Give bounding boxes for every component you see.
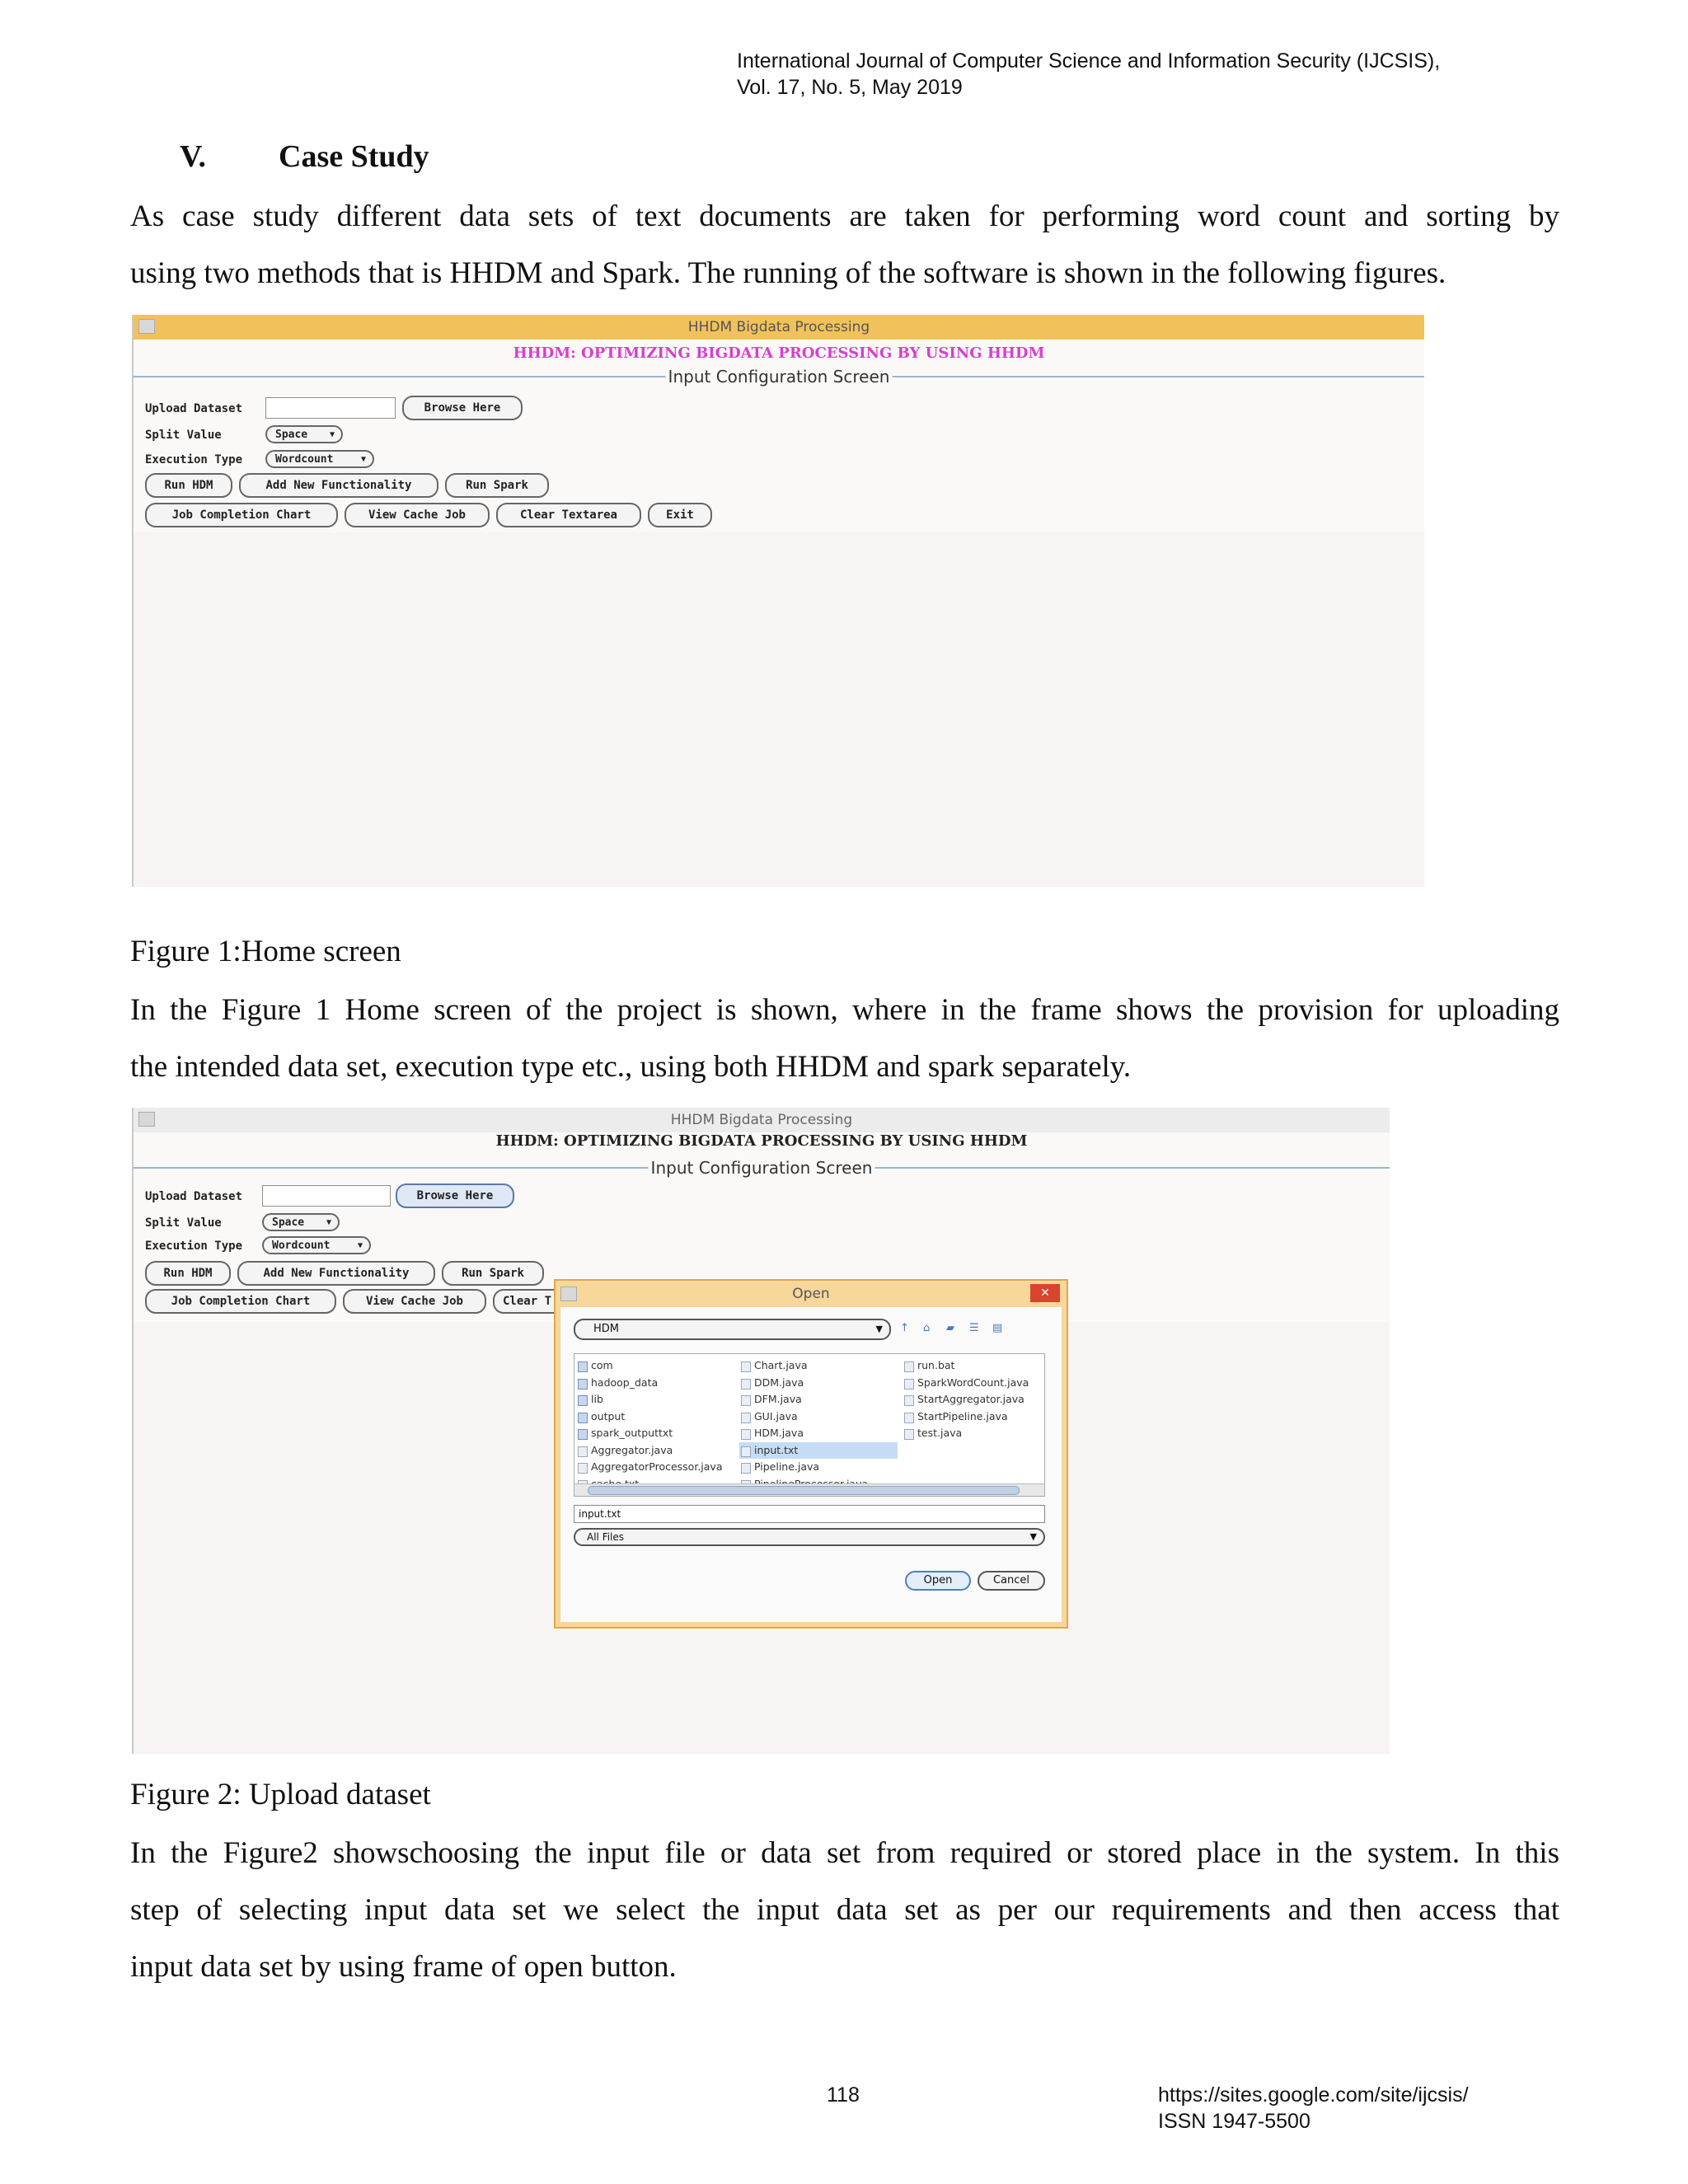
- journal-title: International Journal of Computer Science and Information Security (IJCSIS),: [737, 49, 1441, 73]
- execution-type-select[interactable]: [262, 1236, 371, 1254]
- figure-1-paragraph: [130, 982, 1559, 1095]
- app-heading: HHDM: OPTIMIZING BIGDATA PROCESSING BY USING HHDM: [513, 344, 1045, 362]
- execution-type-select[interactable]: [265, 450, 374, 468]
- text-line: step of selecting input data set we select the input data set as per our requirements and then access that: [130, 1893, 1559, 1927]
- file-column-1: [576, 1357, 738, 1493]
- browse-here-button[interactable]: Browse Here: [396, 1183, 514, 1208]
- list-item-selected[interactable]: input.txt: [739, 1442, 898, 1460]
- open-button[interactable]: Open: [905, 1571, 971, 1591]
- list-item[interactable]: GUI.java: [739, 1408, 898, 1426]
- section-number: V.: [180, 139, 207, 174]
- split-value-label: Split Value: [145, 1216, 222, 1230]
- add-new-functionality-button[interactable]: Add New Functionality: [239, 473, 438, 498]
- list-item[interactable]: com: [576, 1357, 738, 1375]
- text-line: As case study different data sets of text documents are taken for performing word count and sorting by: [130, 199, 1559, 233]
- figure-1-caption: Figure 1:Home screen: [130, 935, 401, 968]
- figure-2-paragraph: [130, 1825, 1559, 1995]
- upload-dataset-label: Upload Dataset: [145, 1190, 243, 1203]
- text-line: In the Figure2 showschoosing the input file or data set from required or stored place in the system. In this: [130, 1836, 1559, 1870]
- java-window-icon: [138, 319, 155, 334]
- list-item[interactable]: hadoop_data: [576, 1375, 738, 1392]
- window-titlebar: [134, 1108, 1390, 1132]
- close-icon[interactable]: ✕: [1030, 1284, 1060, 1302]
- chevron-down-icon: ▼: [326, 1218, 331, 1227]
- java-window-icon: [138, 1112, 155, 1127]
- footer-right: [1158, 2082, 1469, 2135]
- java-window-icon: [560, 1286, 577, 1301]
- panel-title: Input Configuration Screen: [649, 1158, 875, 1178]
- browse-here-button[interactable]: Browse Here: [402, 396, 523, 420]
- scrollbar-thumb[interactable]: [588, 1486, 1020, 1495]
- window-title: HHDM Bigdata Processing: [670, 1112, 853, 1128]
- window-titlebar: [134, 315, 1424, 340]
- chevron-down-icon: ▼: [357, 1241, 363, 1250]
- execution-type-text: Wordcount: [275, 452, 334, 466]
- exit-button[interactable]: Exit: [648, 503, 712, 527]
- page-number: 118: [827, 2083, 860, 2107]
- chevron-down-icon: ▼: [875, 1324, 883, 1334]
- input-config-panel: [134, 367, 1424, 534]
- list-item[interactable]: test.java: [903, 1425, 1043, 1442]
- execution-type-text: Wordcount: [272, 1239, 331, 1252]
- chevron-down-icon: ▼: [360, 455, 366, 464]
- list-item[interactable]: spark_outputtxt: [576, 1425, 738, 1442]
- list-item[interactable]: Pipeline.java: [739, 1459, 898, 1476]
- run-spark-button[interactable]: Run Spark: [442, 1261, 544, 1286]
- dialog-body: [560, 1307, 1062, 1622]
- list-item[interactable]: HDM.java: [739, 1425, 898, 1442]
- list-item[interactable]: SparkWordCount.java: [903, 1375, 1043, 1392]
- run-spark-button[interactable]: Run Spark: [445, 473, 549, 498]
- split-value-select[interactable]: [262, 1213, 340, 1231]
- view-cache-job-button[interactable]: View Cache Job: [345, 503, 490, 527]
- figure-2-caption: Figure 2: Upload dataset: [130, 1778, 431, 1811]
- add-new-functionality-button[interactable]: Add New Functionality: [237, 1261, 435, 1286]
- chevron-down-icon: ▼: [1029, 1531, 1037, 1542]
- text-line: the intended data set, execution type etc., using both HHDM and spark separately.: [130, 1050, 1132, 1084]
- list-item[interactable]: Aggregator.java: [576, 1442, 738, 1460]
- split-value-text: Space: [275, 428, 308, 441]
- file-type-select[interactable]: [574, 1528, 1045, 1546]
- job-completion-chart-button[interactable]: Job Completion Chart: [145, 503, 338, 527]
- up-folder-icon[interactable]: ↑: [900, 1322, 909, 1334]
- file-column-3: [903, 1357, 1043, 1442]
- split-value-text: Space: [272, 1216, 305, 1229]
- open-file-dialog: [554, 1279, 1068, 1629]
- file-list: [574, 1353, 1045, 1497]
- list-view-icon[interactable]: ☰: [969, 1322, 979, 1334]
- clear-textarea-button[interactable]: Clear Textarea: [496, 503, 641, 527]
- journal-header: [737, 48, 1440, 101]
- text-line: input data set by using frame of open button.: [130, 1950, 677, 1984]
- file-name-input[interactable]: input.txt: [574, 1505, 1045, 1523]
- app-heading: HHDM: OPTIMIZING BIGDATA PROCESSING BY USING HHDM: [495, 1132, 1028, 1150]
- list-item[interactable]: Chart.java: [739, 1357, 898, 1375]
- upload-dataset-input[interactable]: [265, 397, 396, 419]
- panel-title: Input Configuration Screen: [666, 367, 893, 387]
- run-hdm-button[interactable]: Run HDM: [145, 473, 232, 498]
- upload-dataset-input[interactable]: [262, 1185, 391, 1207]
- text-line: In the Figure 1 Home screen of the project is shown, where in the frame shows the provision for uploading: [130, 993, 1559, 1027]
- text-line: using two methods that is HHDM and Spark. The running of the software is shown in the following figures.: [130, 256, 1447, 290]
- dialog-title: Open: [792, 1286, 830, 1302]
- list-item[interactable]: StartAggregator.java: [903, 1391, 1043, 1408]
- clear-textarea-button[interactable]: Clear T: [493, 1289, 584, 1314]
- execution-type-label: Execution Type: [145, 453, 243, 466]
- chevron-down-icon: ▼: [329, 430, 335, 439]
- footer-url: https://sites.google.com/site/ijcsis/: [1158, 2083, 1469, 2107]
- list-item[interactable]: AggregatorProcessor.java: [576, 1459, 738, 1476]
- job-completion-chart-button[interactable]: Job Completion Chart: [145, 1289, 336, 1314]
- journal-volume: Vol. 17, No. 5, May 2019: [737, 76, 963, 99]
- figure-2-screenshot: [132, 1108, 1390, 1754]
- list-item[interactable]: StartPipeline.java: [903, 1408, 1043, 1426]
- file-type-value: All Files: [587, 1531, 625, 1543]
- window-title: HHDM Bigdata Processing: [687, 319, 870, 335]
- look-in-value: HDM: [593, 1323, 620, 1335]
- look-in-select[interactable]: [574, 1319, 891, 1340]
- split-value-label: Split Value: [145, 429, 222, 442]
- output-textarea[interactable]: [134, 532, 1424, 887]
- figure-1-screenshot: [132, 315, 1424, 887]
- intro-paragraph: [130, 188, 1559, 302]
- section-title: Case Study: [279, 139, 429, 174]
- list-item[interactable]: run.bat: [903, 1357, 1043, 1375]
- cancel-button[interactable]: Cancel: [978, 1571, 1045, 1591]
- list-item[interactable]: DDM.java: [739, 1375, 898, 1392]
- view-cache-job-button[interactable]: View Cache Job: [343, 1289, 486, 1314]
- split-value-select[interactable]: [265, 425, 343, 443]
- horizontal-scrollbar[interactable]: [574, 1483, 1044, 1496]
- home-icon[interactable]: ⌂: [923, 1322, 931, 1334]
- details-view-icon[interactable]: ▤: [992, 1322, 1003, 1334]
- list-item[interactable]: output: [576, 1408, 738, 1426]
- file-column-2: [739, 1357, 898, 1493]
- footer-issn: ISSN 1947-5500: [1158, 2110, 1311, 2133]
- list-item[interactable]: lib: [576, 1391, 738, 1408]
- new-folder-icon[interactable]: ▰: [946, 1322, 954, 1334]
- execution-type-label: Execution Type: [145, 1240, 243, 1253]
- upload-dataset-label: Upload Dataset: [145, 402, 243, 415]
- run-hdm-button[interactable]: Run HDM: [145, 1261, 231, 1286]
- list-item[interactable]: DFM.java: [739, 1391, 898, 1408]
